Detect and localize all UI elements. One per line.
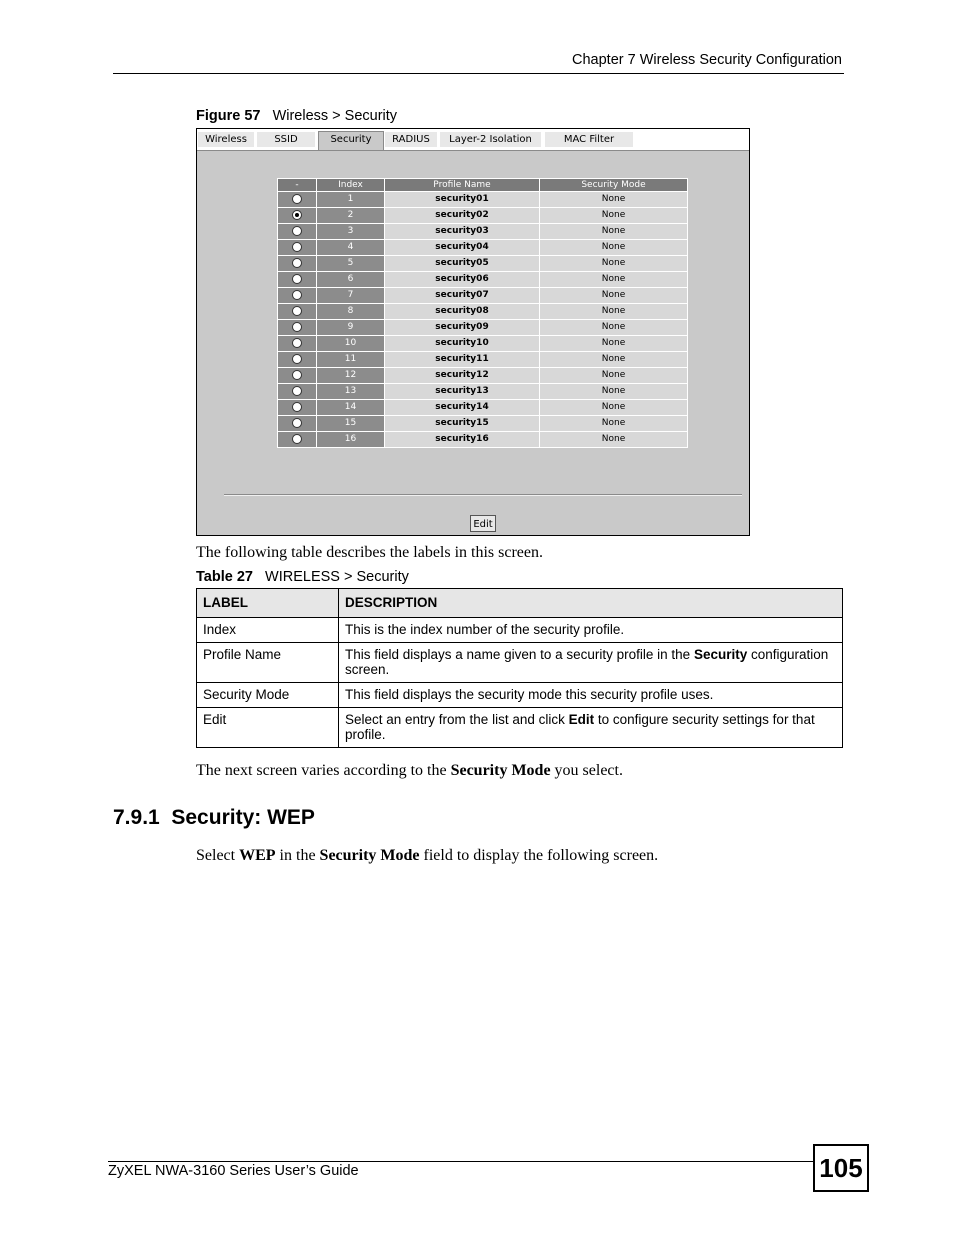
profile-name-cell: security13 (385, 384, 539, 399)
profile-name-cell: security03 (385, 224, 539, 239)
index-cell: 4 (317, 240, 384, 255)
profile-name-cell: security02 (385, 208, 539, 223)
figure-caption (196, 108, 397, 124)
description-emphasis: Edit (568, 712, 595, 727)
table-row[interactable] (278, 208, 687, 223)
description-text: to configure security settings for that profile. (345, 712, 815, 742)
chapter-header: Chapter 7 Wireless Security Configuration (572, 52, 842, 68)
footer-rule (108, 1161, 813, 1162)
profile-name-cell: security15 (385, 416, 539, 431)
table-row[interactable] (278, 368, 687, 383)
index-cell: 8 (317, 304, 384, 319)
table-row[interactable] (278, 432, 687, 447)
select-cell (278, 288, 316, 303)
figure-label: Figure 57 (196, 108, 261, 124)
security-mode-cell: None (540, 224, 687, 239)
security-mode-cell: None (540, 240, 687, 255)
table-row[interactable] (278, 192, 687, 207)
security-mode-cell: None (540, 288, 687, 303)
table-caption (196, 569, 409, 585)
label-description-table (196, 588, 843, 748)
index-cell: 13 (317, 384, 384, 399)
table-row[interactable] (278, 304, 687, 319)
profile-name-cell: security11 (385, 352, 539, 367)
security-mode-cell: None (540, 368, 687, 383)
row-select-radio[interactable] (292, 194, 302, 204)
edit-button[interactable]: Edit (470, 515, 496, 532)
table-label: Table 27 (196, 569, 253, 585)
security-mode-column-header: Security Mode (540, 179, 687, 191)
tab-wireless[interactable]: Wireless (198, 132, 254, 147)
row-select-radio[interactable] (292, 290, 302, 300)
select-cell (278, 384, 316, 399)
row-select-radio[interactable] (292, 338, 302, 348)
index-cell: 14 (317, 400, 384, 415)
select-column-header: - (278, 179, 316, 191)
table-title: WIRELESS > Security (265, 569, 409, 585)
table-row[interactable] (278, 224, 687, 239)
select-cell (278, 416, 316, 431)
intro-paragraph: The following table describes the labels in this screen. (196, 544, 544, 561)
profile-name-cell: security09 (385, 320, 539, 335)
tab-mac-filter[interactable]: MAC Filter (545, 132, 633, 147)
table-row[interactable] (278, 320, 687, 335)
page-number: 105 (813, 1144, 869, 1192)
table-row[interactable] (278, 272, 687, 287)
table-row[interactable] (278, 256, 687, 271)
table-row[interactable] (278, 384, 687, 399)
table-row[interactable] (278, 240, 687, 255)
paragraph-text: The next screen varies according to the (196, 762, 451, 779)
tab-radius[interactable]: RADIUS (385, 132, 437, 147)
index-cell: 11 (317, 352, 384, 367)
row-label: Edit (197, 708, 339, 748)
index-cell: 2 (317, 208, 384, 223)
row-select-radio[interactable] (292, 354, 302, 364)
table-row (197, 708, 843, 748)
row-label: Profile Name (197, 643, 339, 683)
description-text: Select an entry from the list and click (345, 712, 569, 727)
section-heading: 7.9.1 Security: WEP (113, 806, 315, 829)
select-cell (278, 368, 316, 383)
row-description (339, 683, 843, 708)
tab-security[interactable]: Security (318, 131, 384, 150)
security-mode-cell: None (540, 256, 687, 271)
paragraph-text: you select. (550, 762, 623, 779)
row-select-radio[interactable] (292, 418, 302, 428)
index-cell: 16 (317, 432, 384, 447)
header-rule (113, 73, 844, 74)
profile-name-cell: security16 (385, 432, 539, 447)
index-cell: 10 (317, 336, 384, 351)
profile-name-cell: security10 (385, 336, 539, 351)
security-mode-cell: None (540, 304, 687, 319)
table-row[interactable] (278, 352, 687, 367)
security-mode-cell: None (540, 416, 687, 431)
figure-title: Wireless > Security (272, 108, 398, 124)
description-header: DESCRIPTION (339, 589, 843, 618)
security-mode-cell: None (540, 272, 687, 287)
row-label: Security Mode (197, 683, 339, 708)
tab-layer2-isolation[interactable]: Layer-2 Isolation (440, 132, 541, 147)
index-cell: 15 (317, 416, 384, 431)
paragraph-text: in the (275, 847, 320, 864)
select-cell (278, 224, 316, 239)
description-text: configuration screen. (345, 647, 829, 677)
profile-name-cell: security08 (385, 304, 539, 319)
label-header: LABEL (197, 589, 339, 618)
next-screen-paragraph (196, 762, 623, 780)
table-row[interactable] (278, 336, 687, 351)
profile-name-column-header: Profile Name (385, 179, 539, 191)
row-description (339, 643, 843, 683)
select-cell (278, 304, 316, 319)
row-select-radio[interactable] (292, 370, 302, 380)
paragraph-emphasis: Security Mode (450, 762, 551, 779)
table-header-row (278, 179, 687, 191)
paragraph-emphasis: WEP (239, 847, 276, 864)
row-select-radio[interactable] (292, 210, 302, 220)
tab-ssid[interactable]: SSID (257, 132, 315, 147)
profile-name-cell: security05 (385, 256, 539, 271)
row-select-radio[interactable] (292, 226, 302, 236)
row-select-radio[interactable] (292, 274, 302, 284)
row-select-radio[interactable] (292, 434, 302, 444)
index-cell: 5 (317, 256, 384, 271)
select-cell (278, 256, 316, 271)
row-select-radio[interactable] (292, 322, 302, 332)
security-mode-cell: None (540, 336, 687, 351)
select-cell (278, 432, 316, 447)
row-description (339, 708, 843, 748)
select-cell (278, 400, 316, 415)
security-mode-cell: None (540, 352, 687, 367)
row-select-radio[interactable] (292, 306, 302, 316)
select-cell (278, 320, 316, 335)
row-description (339, 618, 843, 643)
index-cell: 9 (317, 320, 384, 335)
description-text: This field displays a name given to a security profile in the (345, 647, 694, 662)
table-row (197, 683, 843, 708)
select-cell (278, 352, 316, 367)
profile-name-cell: security06 (385, 272, 539, 287)
select-cell (278, 336, 316, 351)
table-row (197, 643, 843, 683)
index-cell: 7 (317, 288, 384, 303)
description-text: This is the index number of the security profile. (345, 622, 625, 637)
security-profile-table (277, 178, 688, 448)
row-select-radio[interactable] (292, 386, 302, 396)
index-cell: 3 (317, 224, 384, 239)
row-select-radio[interactable] (292, 258, 302, 268)
security-mode-cell: None (540, 432, 687, 447)
select-cell (278, 208, 316, 223)
divider (224, 494, 742, 496)
table-row[interactable] (278, 400, 687, 415)
select-cell (278, 240, 316, 255)
profile-name-cell: security14 (385, 400, 539, 415)
select-wep-paragraph (196, 847, 658, 865)
profile-name-cell: security12 (385, 368, 539, 383)
paragraph-text: field to display the following screen. (419, 847, 659, 864)
index-cell: 12 (317, 368, 384, 383)
profile-name-cell: security07 (385, 288, 539, 303)
table-row[interactable] (278, 288, 687, 303)
row-label: Index (197, 618, 339, 643)
security-mode-cell: None (540, 208, 687, 223)
index-cell: 6 (317, 272, 384, 287)
description-emphasis: Security (693, 647, 748, 662)
description-text: This field displays the security mode this security profile uses. (345, 687, 714, 702)
paragraph-emphasis: Security Mode (319, 847, 420, 864)
profile-name-cell: security01 (385, 192, 539, 207)
row-select-radio[interactable] (292, 242, 302, 252)
profile-name-cell: security04 (385, 240, 539, 255)
security-mode-cell: None (540, 320, 687, 335)
row-select-radio[interactable] (292, 402, 302, 412)
table-row[interactable] (278, 416, 687, 431)
index-column-header: Index (317, 179, 384, 191)
security-mode-cell: None (540, 384, 687, 399)
table-header-row (197, 589, 843, 618)
table-row (197, 618, 843, 643)
paragraph-text: Select (196, 847, 240, 864)
security-mode-cell: None (540, 192, 687, 207)
guide-title: ZyXEL NWA-3160 Series User’s Guide (108, 1163, 359, 1179)
tab-bar (197, 129, 749, 151)
select-cell (278, 272, 316, 287)
select-cell (278, 192, 316, 207)
security-mode-cell: None (540, 400, 687, 415)
security-screen (196, 128, 750, 536)
index-cell: 1 (317, 192, 384, 207)
